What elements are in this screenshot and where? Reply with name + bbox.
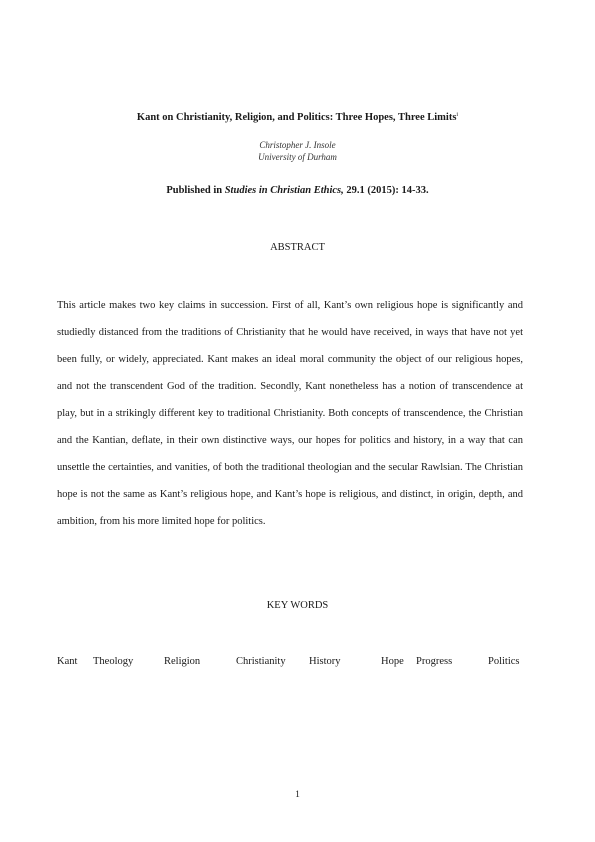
publication-details: 29.1 (2015): 14-33. — [343, 185, 429, 196]
page-number: 1 — [295, 790, 300, 800]
publication-prefix: Published in — [166, 185, 225, 196]
title-footnote-marker: i — [456, 112, 459, 118]
keyword: Religion — [164, 656, 201, 667]
keyword: Hope — [381, 656, 404, 667]
keyword: History — [309, 656, 341, 667]
paper-title-text: Kant on Christianity, Religion, and Politics: Three Hopes, Three Limits — [136, 112, 457, 123]
keyword: Kant — [57, 656, 78, 667]
abstract-text: This article makes two key claims in succession. First of all, Kant’s own religious hope is significantly and studiedly distanced from the traditions of Christianity that he would have received, in ways that have not yet been fully, or widely, appreciated. Kant makes an ideal moral community the object of our religious hopes, and not the transcendent God of the tradition. Secondly, Kant nonetheless has a notion of transcendence at play, but in a strikingly different key to traditional Christianity. Both concepts of transcendence, the Christian and the Kantian, deflate, in their own distinctive ways, our hopes for politics and history, in a way that can unsettle the certainties, and vanities, of both the traditional theologian and the secular Rawlsian. The Christian hope is not the same as Kant’s religious hope, and Kant’s hope is religious, and distinct, in origin, depth, and ambition, from his more limited hope for politics. — [57, 300, 523, 527]
keyword: Theology — [93, 656, 134, 667]
abstract-heading: ABSTRACT — [270, 242, 325, 253]
author-affiliation: University of Durham — [258, 152, 337, 162]
journal-name: Studies in Christian Ethics, — [224, 185, 344, 196]
publication-line — [0, 185, 595, 196]
keyword: Politics — [488, 656, 520, 667]
keyword: Progress — [416, 656, 453, 667]
author-name: Christopher J. Insole — [259, 140, 336, 150]
paper-title — [0, 112, 595, 123]
keywords-heading: KEY WORDS — [266, 600, 329, 611]
keyword: Christianity — [236, 656, 286, 667]
